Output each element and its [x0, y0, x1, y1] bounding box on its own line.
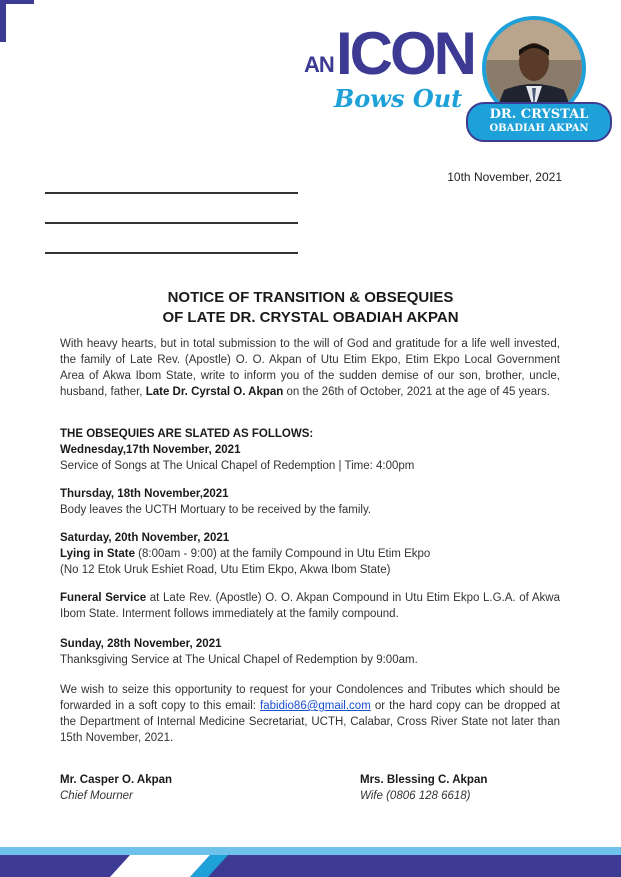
signature-right [360, 772, 487, 804]
signature-left [60, 772, 172, 804]
signature-right-name: Mrs. Blessing C. Akpan [360, 774, 488, 786]
corner-bar-vertical [0, 0, 6, 42]
memorial-logo [296, 8, 616, 143]
notice-title-line2: OF LATE DR. CRYSTAL OBADIAH AKPAN [162, 309, 459, 326]
event-3-date: Saturday, 20th November, 2021 [60, 532, 230, 544]
corner-decoration [0, 0, 34, 42]
email-link[interactable]: fabidio86@gmail.com [260, 700, 371, 712]
intro-text-after: on the 26th of October, 2021 at the age of 45 years. [283, 386, 550, 398]
footer-stripe-navy [0, 855, 621, 877]
logo-icon-word: ICON [336, 20, 474, 87]
schedule-section [60, 426, 560, 474]
name-plate-line1: DR. CRYSTAL [489, 107, 589, 122]
event-4 [60, 636, 560, 668]
event-2-desc: Body leaves the UCTH Mortuary to be received by the family. [60, 504, 372, 516]
event-4-desc: Thanksgiving Service at The Unical Chapel of Redemption by 9:00am. [60, 654, 418, 666]
funeral-service-desc: at Late Rev. (Apostle) O. O. Akpan Compound in Utu Etim Ekpo L.G.A. of Akwa Ibom State. Interment follows immediately at the family compound. [60, 592, 561, 620]
event-1-desc: Service of Songs at The Unical Chapel of Redemption | Time: 4:00pm [60, 460, 415, 472]
event-1-date: Wednesday,17th November, 2021 [60, 444, 241, 456]
signature-left-role: Chief Mourner [60, 790, 133, 802]
corner-bar-horizontal [0, 0, 34, 4]
footer-stripe-light [0, 847, 621, 855]
lying-in-state-label: Lying in State [60, 548, 135, 560]
event-4-date: Sunday, 28th November, 2021 [60, 638, 222, 650]
funeral-service [60, 590, 560, 622]
event-2 [60, 486, 560, 518]
family-address: (No 12 Etok Uruk Eshiet Road, Utu Etim Ekpo, Akwa Ibom State) [60, 564, 391, 576]
event-3 [60, 530, 560, 578]
closing-paragraph [60, 682, 560, 746]
deceased-name: Late Dr. Cyrstal O. Akpan [145, 386, 284, 398]
funeral-service-label: Funeral Service [60, 592, 147, 604]
name-plate-line2: OBADIAH AKPAN [489, 123, 589, 134]
event-2-date: Thursday, 18th November,2021 [60, 488, 229, 500]
notice-title [0, 288, 621, 328]
signature-left-name: Mr. Casper O. Akpan [60, 774, 173, 786]
intro-text-before: With heavy hearts, but in total submission to the will of God and gratitude for a life well invested, the family of Late Rev. (Apostle) O. O. Akpan of Utu Etim Ekpo, Etim Ekpo Local Government Area of Akwa Ibom State, write to inform you of the sudden demise of our son, brother, uncle, husband, father, [60, 338, 560, 398]
notice-title-line1: NOTICE OF TRANSITION & OBSEQUIES [167, 289, 454, 306]
footer-stripes [0, 847, 621, 877]
closing-text-after: or the hard copy can be dropped at the Department of Internal Medicine Secretariat, UCTH, Calabar, Cross River State not later than 15th November, 2021. [60, 700, 560, 744]
closing-text-before: We wish to seize this opportunity to request for your Condolences and Tributes which should be forwarded in a soft copy to this email: [60, 684, 560, 712]
letter-date: 10th November, 2021 [447, 170, 562, 184]
name-plate [466, 102, 612, 142]
logo-tagline: Bows Out [334, 84, 463, 113]
address-line-1 [45, 192, 298, 194]
lying-in-state-desc: (8:00am - 9:00) at the family Compound in Utu Etim Ekpo [134, 548, 431, 560]
schedule-heading: THE OBSEQUIES ARE SLATED AS FOLLOWS: [60, 428, 314, 440]
intro-paragraph [60, 336, 560, 400]
address-line-2 [45, 222, 298, 224]
address-line-3 [45, 252, 298, 254]
logo-an: AN [304, 52, 334, 77]
signature-right-role: Wife (0806 128 6618) [360, 790, 471, 802]
